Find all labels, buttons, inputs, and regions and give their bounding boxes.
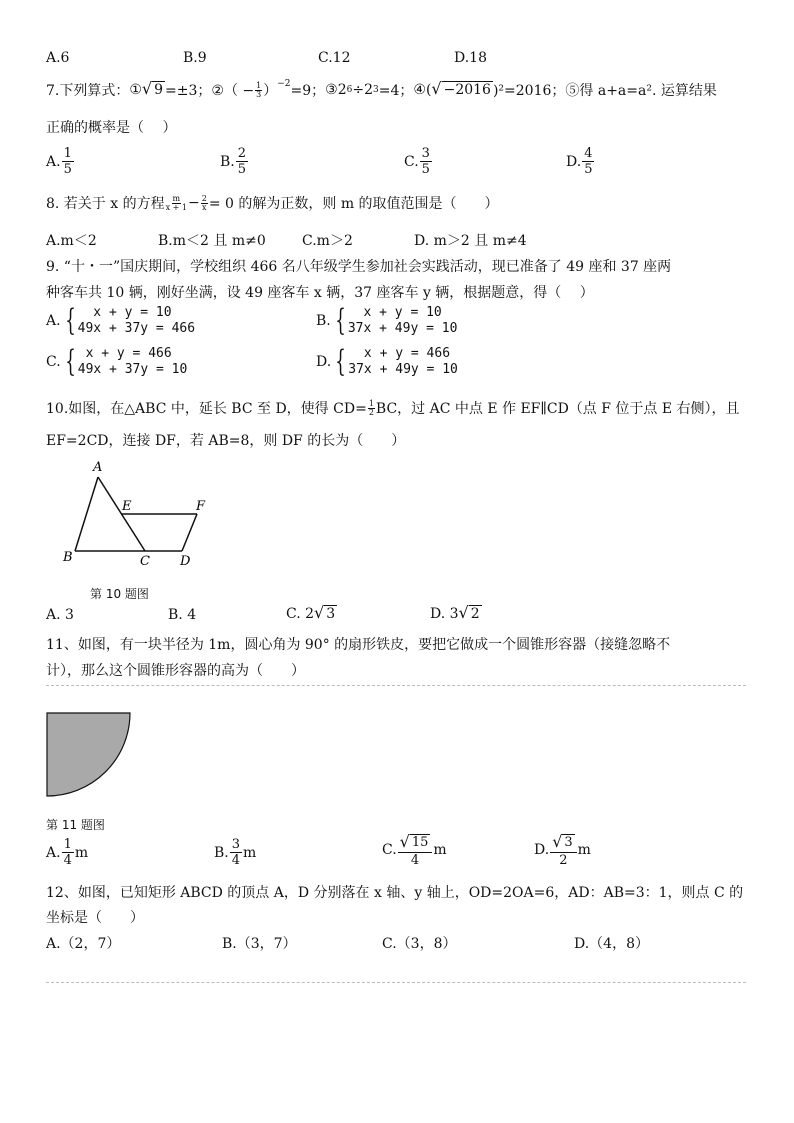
q7-c3-mid: ÷2 xyxy=(352,82,374,98)
q7-c4: ④( xyxy=(413,82,432,98)
q7-c3-exp1: 6 xyxy=(346,85,353,95)
q10-label-f: F xyxy=(196,499,206,514)
q10-label-b: B xyxy=(63,550,73,565)
q10-figure xyxy=(60,455,220,575)
q10-stem xyxy=(46,398,740,418)
q12-option-d: D.（4，8） xyxy=(574,936,649,952)
q7-prefix: 7.下列算式： xyxy=(46,83,130,99)
q12-line1: 12、如图，已知矩形 ABCD 的顶点 A，D 分别落在 x 轴、y 轴上，OD=2OA=6，AD：AB=3：1，则点 C 的 xyxy=(46,885,744,901)
q10-label-d: D xyxy=(180,554,191,569)
q7-c5: ⑤得 a+a=a². 运算结果 xyxy=(565,83,717,99)
q11-option-b: B. $\frac{3}{4}$ m xyxy=(214,837,257,868)
q9-line2: 种客车共 10 辆，刚好坐满，设 49 座客车 x 辆，37 座客车 y 辆，根据题意，得（ ） xyxy=(46,285,594,301)
q7-c2-rest: =9； xyxy=(290,83,326,99)
q8-option-c: C.m＞2 xyxy=(302,233,353,249)
q7-c4-sqrt: √ −2016 xyxy=(431,79,491,99)
q8-option-a: A.m＜2 xyxy=(46,233,97,249)
q7-c3-exp2: 3 xyxy=(373,85,379,95)
q12-option-c: C.（3，8） xyxy=(382,936,457,952)
q10-line2: EF=2CD，连接 DF，若 AB=8，则 DF 的长为（ ） xyxy=(46,433,406,449)
q10-label-a: A xyxy=(93,460,103,475)
q8-frac2: $\frac{2}{x}$ xyxy=(201,193,207,212)
q8-option-b: B.m＜2 且 m≠0 xyxy=(158,233,266,249)
q7-c1-rest: =±3； xyxy=(165,83,212,99)
q12-option-b: B.（3，7） xyxy=(222,936,297,952)
q10-label-e: E xyxy=(122,499,132,514)
q11-option-a: A. $\frac{1}{4}$ m xyxy=(46,837,89,868)
q8-suffix: = 0 的解为正数，则 m 的取值范围是（ ） xyxy=(208,196,499,212)
q11-sector-figure xyxy=(46,712,132,798)
q10-option-b: B. 4 xyxy=(168,607,197,623)
q7-c3: ③2 xyxy=(325,82,347,98)
q10-line1a: 10.如图，在△ABC 中，延长 BC 至 D，使得 CD= xyxy=(46,401,367,417)
q7-option-c: C. $\frac{3}{5}$ xyxy=(404,146,430,177)
q7-option-d: D. $\frac{4}{5}$ xyxy=(566,146,593,177)
q7-c2-paren: ） xyxy=(263,83,278,99)
q10-option-a: A. 3 xyxy=(46,607,74,623)
q7-c4-rest: )²=2016； xyxy=(492,83,566,99)
q8-stem xyxy=(46,193,499,213)
q12-line2: 坐标是（ ） xyxy=(46,910,144,926)
q7-c2-exp: −2 xyxy=(277,79,291,89)
q7-c2-frac: $\frac{1}{3}$ xyxy=(256,80,262,99)
q7-option-a: A. $\frac{1}{5}$ xyxy=(46,146,72,177)
q7-line2: 正确的概率是（ ） xyxy=(46,120,177,136)
q12-option-a: A.（2，7） xyxy=(46,936,121,952)
q8-frac1: $\frac{m}{x + 1}$ xyxy=(165,193,187,212)
q6-option-a: A.6 xyxy=(46,50,70,66)
q11-line1: 11、如图，有一块半径为 1m，圆心角为 90° 的扇形铁皮，要把它做成一个圆锥形容器（接缝忽略不 xyxy=(46,637,671,653)
q10-caption: 第 10 题图 xyxy=(90,587,149,601)
q6-option-b: B.9 xyxy=(183,50,207,66)
q7-c2: ②（ − xyxy=(211,83,255,99)
q11-line2: 计），那么这个圆锥形容器的高为（ ） xyxy=(46,663,305,679)
q9-line1: 9. “十・一”国庆期间，学校组织 466 名八年级学生参加社会实践活动，现已准备了 49 座和 37 座两 xyxy=(46,259,672,275)
q9-option-d: D. { x + y = 466 37x + 49y = 10 xyxy=(316,344,458,379)
q11-option-c: C. √ 15 4 m xyxy=(382,832,447,868)
q10-line1b: BC，过 AC 中点 E 作 EF∥CD（点 F 位于点 E 右侧），且 xyxy=(375,401,740,417)
q7-c1-sqrt: √ 9 xyxy=(141,79,164,99)
q11-option-d: D. √ 3 2 m xyxy=(534,832,591,868)
divider-bottom xyxy=(46,982,746,983)
q8-option-d: D. m＞2 且 m≠4 xyxy=(414,233,527,249)
q7-c3-rest: =4； xyxy=(378,83,414,99)
q6-option-c: C.12 xyxy=(318,50,351,66)
q11-sector-shape xyxy=(47,713,130,796)
q10-option-c: C. 2 √ 3 xyxy=(286,603,336,622)
q10-label-c: C xyxy=(140,554,150,569)
q6-option-d: D.18 xyxy=(454,50,487,66)
divider-top xyxy=(46,685,746,686)
q7-c1: ① xyxy=(129,82,142,98)
q8-minus: − xyxy=(188,195,200,211)
q9-option-c: C. { x + y = 466 49x + 37y = 10 xyxy=(46,344,188,379)
q10-frac: $\frac{1}{2}$ xyxy=(368,398,374,417)
q7-option-b: B. $\frac{2}{5}$ xyxy=(220,146,247,177)
q10-segment-df xyxy=(182,514,197,551)
q10-segment-ab xyxy=(75,477,98,551)
q9-option-a: A. { x + y = 10 49x + 37y = 466 xyxy=(46,303,196,338)
q8-prefix: 8. 若关于 x 的方程 xyxy=(46,196,165,212)
q11-caption: 第 11 题图 xyxy=(46,818,105,832)
q7-stem xyxy=(46,80,717,100)
q10-option-d: D. 3 √ 2 xyxy=(430,603,480,622)
q9-option-b: B. { x + y = 10 37x + 49y = 10 xyxy=(316,303,458,338)
